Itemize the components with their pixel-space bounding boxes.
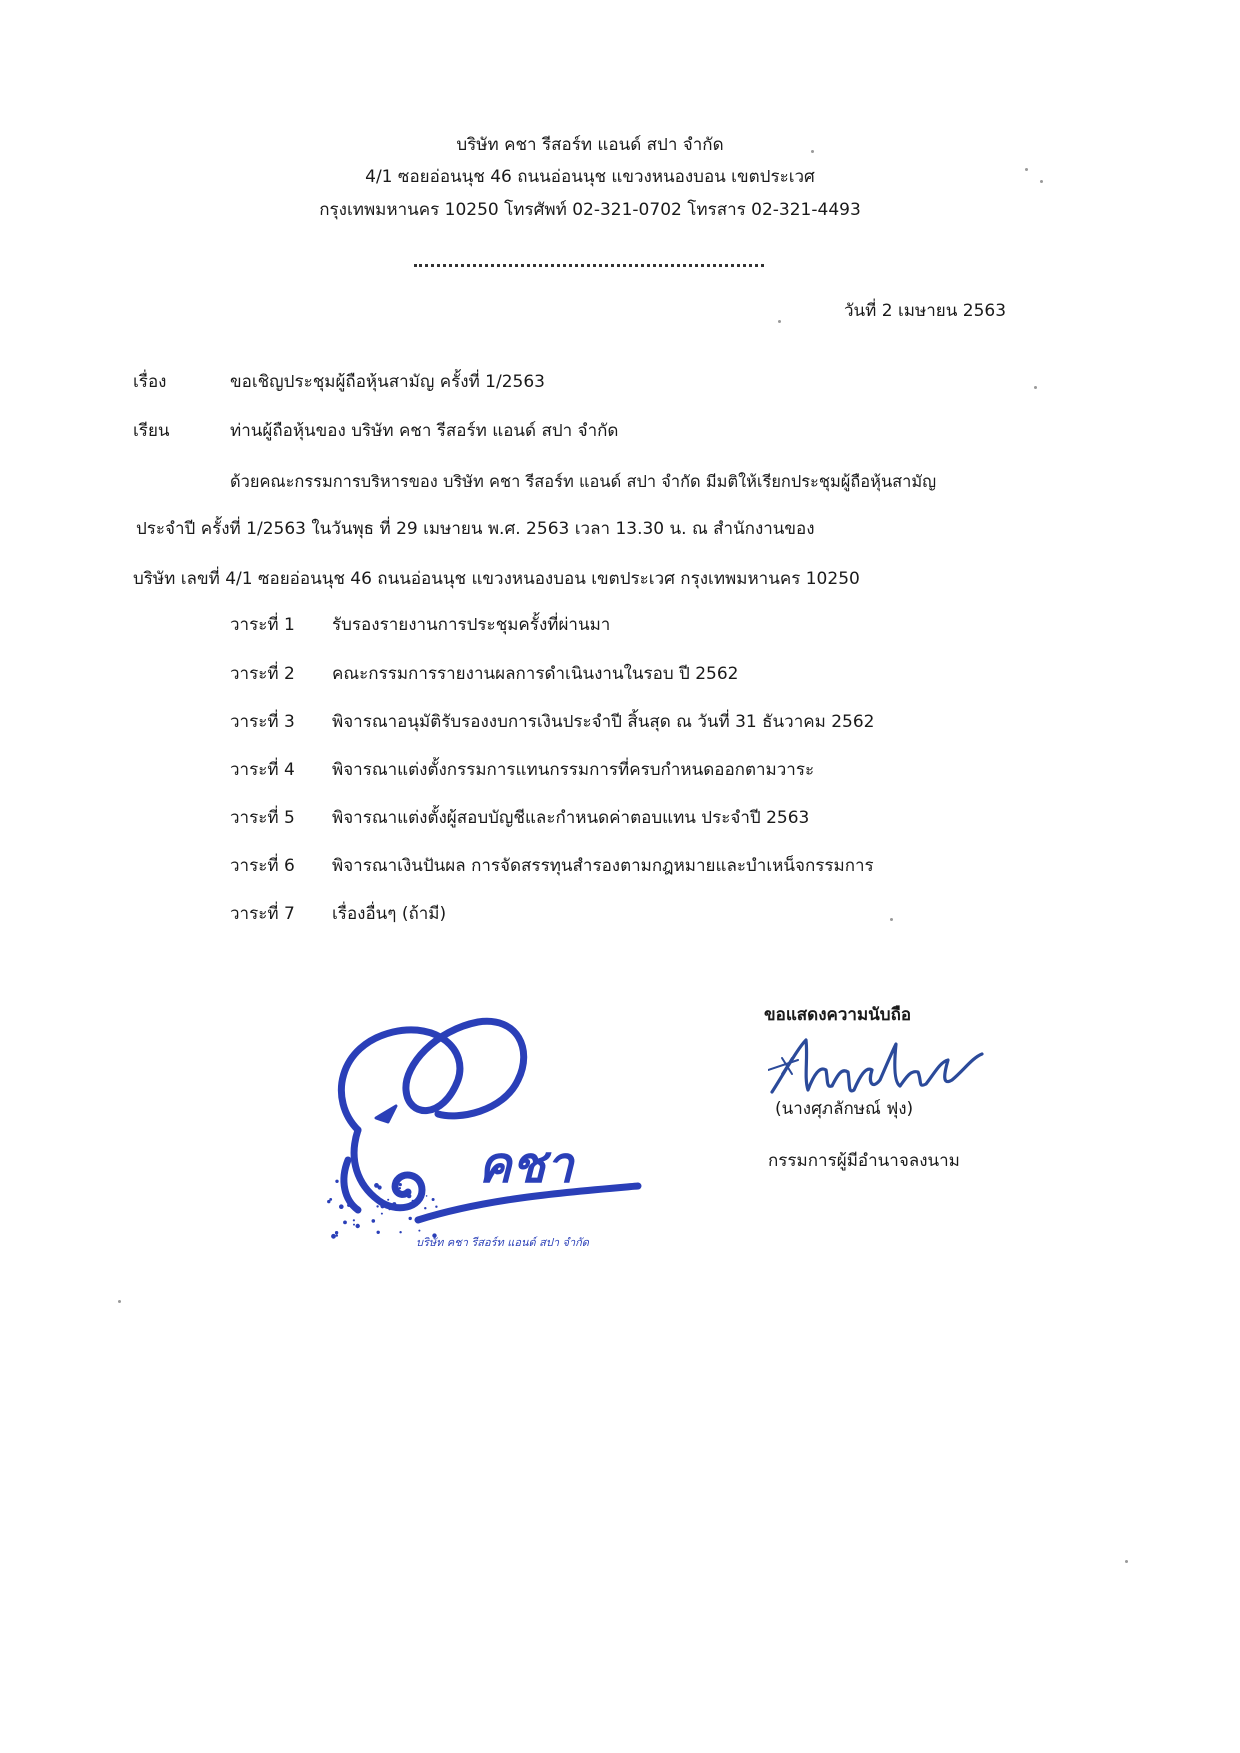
stamp-company-text: บริษัท คชา รีสอร์ท แอนด์ สปา จำกัด — [416, 1236, 589, 1249]
scan-speck — [1025, 168, 1028, 171]
stamp-ink-dot — [335, 1231, 338, 1234]
scan-speck — [890, 918, 893, 921]
stamp-ink-dot — [387, 1199, 389, 1201]
recipient-text: ท่านผู้ถือหุ้นของ บริษัท คชา รีสอร์ท แอนด์ สปา จำกัด — [230, 421, 619, 441]
stamp-ink-dot — [381, 1213, 383, 1215]
agenda-item: คณะกรรมการรายงานผลการดำเนินงานในรอบ ปี 2562 — [332, 664, 739, 684]
stamp-ink-dot — [399, 1187, 401, 1189]
agenda-item: พิจารณาเงินปันผล การจัดสรรทุนสำรองตามกฎหมายและบำเหน็จกรรมการ — [332, 856, 874, 876]
agenda-item: พิจารณาแต่งตั้งผู้สอบบัญชีและกำหนดค่าตอบแทน ประจำปี 2563 — [332, 808, 810, 828]
agenda-number: วาระที่ 5 — [230, 808, 295, 828]
stamp-ink-dot — [399, 1183, 402, 1186]
company-name: บริษัท คชา รีสอร์ท แอนด์ สปา จำกัด — [456, 135, 724, 155]
stamp-ink-dot — [401, 1196, 403, 1198]
agenda-item: พิจารณาอนุมัติรับรองงบการเงินประจำปี สิ้นสุด ณ วันที่ 31 ธันวาคม 2562 — [332, 712, 875, 732]
stamp-ink-dot — [327, 1200, 330, 1203]
subject-label: เรื่อง — [133, 372, 167, 392]
stamp-ink-dot — [424, 1207, 426, 1209]
body-line-2: ประจำปี ครั้งที่ 1/2563 ในวันพุธ ที่ 29 เมษายน พ.ศ. 2563 เวลา 13.30 น. ณ สำนักงานของ — [136, 519, 815, 539]
stamp-ink-dot — [353, 1224, 355, 1226]
stamp-ink-dot — [372, 1219, 376, 1223]
signer-name: (นางศุภลักษณ์ ฟุง) — [775, 1099, 914, 1119]
body-line-3: บริษัท เลขที่ 4/1 ซอยอ่อนนุช 46 ถนนอ่อนนุช แขวงหนองบอน เขตประเวศ กรุงเทพมหานคร 10250 — [133, 569, 860, 589]
stamp-ink-dot — [343, 1221, 347, 1225]
agenda-number: วาระที่ 7 — [230, 904, 295, 924]
stamp-ink-dot — [376, 1205, 378, 1207]
stamp-ink-dot — [353, 1205, 356, 1208]
agenda-number: วาระที่ 2 — [230, 664, 295, 684]
stamp-ink-dot — [356, 1224, 360, 1228]
header-divider — [414, 258, 764, 267]
scan-speck — [811, 150, 814, 153]
stamp-ink-dot — [377, 1231, 380, 1234]
stamp-ink-dot — [435, 1206, 437, 1208]
signer-title: กรรมการผู้มีอำนาจลงนาม — [768, 1151, 960, 1171]
agenda-item: รับรองรายงานการประชุมครั้งที่ผ่านมา — [332, 615, 611, 635]
scan-speck — [1034, 386, 1037, 389]
stamp-ink-dot — [331, 1234, 336, 1239]
stamp-ink-dot — [412, 1200, 415, 1203]
stamp-ink-dot — [426, 1195, 428, 1197]
agenda-number: วาระที่ 1 — [230, 615, 295, 635]
scan-speck — [1040, 180, 1043, 183]
stamp-ink-dot — [419, 1189, 421, 1191]
scan-speck — [1125, 1560, 1128, 1563]
stamp-ink-dot — [371, 1195, 375, 1199]
company-contact: กรุงเทพมหานคร 10250 โทรศัพท์ 02-321-0702 โทรสาร 02-321-4493 — [319, 200, 861, 220]
closing-regards: ขอแสดงความนับถือ — [764, 1005, 912, 1025]
agenda-number: วาระที่ 6 — [230, 856, 295, 876]
stamp-ink-dot — [389, 1208, 391, 1210]
stamp-ink-dot — [339, 1204, 344, 1209]
stamp-ink-dot — [399, 1231, 401, 1233]
stamp-ink-dot — [407, 1194, 412, 1199]
body-line-1: ด้วยคณะกรรมการบริหารของ บริษัท คชา รีสอร์ท แอนด์ สปา จำกัด มีมติให้เรียกประชุมผู้ถือหุ้นสามัญ — [230, 472, 937, 491]
stamp-ink-dot — [409, 1217, 412, 1220]
stamp-ink-dot — [335, 1180, 338, 1183]
stamp-brand-text: คชา — [478, 1136, 574, 1194]
stamp-ink-dot — [350, 1202, 354, 1206]
stamp-ink-dot — [378, 1185, 382, 1189]
subject-text: ขอเชิญประชุมผู้ถือหุ้นสามัญ ครั้งที่ 1/2563 — [230, 372, 545, 392]
agenda-number: วาระที่ 3 — [230, 712, 295, 732]
scan-speck — [778, 320, 781, 323]
stamp-ink-dot — [432, 1198, 435, 1201]
stamp-ink-dot — [380, 1204, 384, 1208]
signature-strokes — [768, 1040, 982, 1092]
stamp-ink-dot — [392, 1202, 396, 1206]
company-address: 4/1 ซอยอ่อนนุช 46 ถนนอ่อนนุช แขวงหนองบอน เขตประเวศ — [365, 167, 815, 187]
stamp-ink-dot — [353, 1219, 355, 1221]
agenda-item: พิจารณาแต่งตั้งกรรมการแทนกรรมการที่ครบกำหนดออกตามวาระ — [332, 760, 815, 780]
scan-speck — [118, 1300, 121, 1303]
company-stamp — [318, 1010, 688, 1260]
agenda-item: เรื่องอื่นๆ (ถ้ามี) — [332, 904, 447, 924]
stamp-ink-dot — [336, 1234, 338, 1236]
agenda-number: วาระที่ 4 — [230, 760, 295, 780]
recipient-label: เรียน — [133, 421, 170, 441]
letter-date: วันที่ 2 เมษายน 2563 — [844, 301, 1007, 321]
stamp-ink-dot — [418, 1230, 420, 1232]
